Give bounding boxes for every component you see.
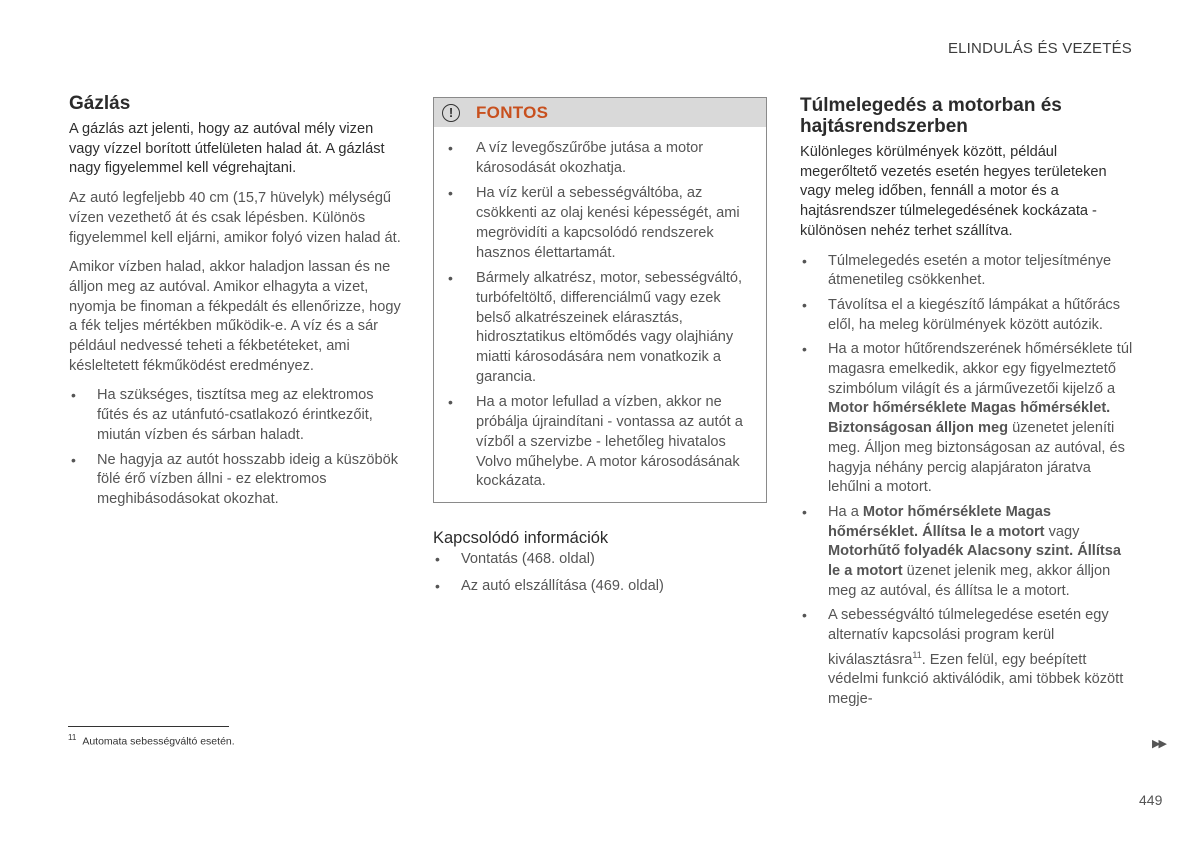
display-message: Motor hőmérséklete Magas hőmérséklet. Biztonságosan álljon meg	[828, 400, 1111, 437]
display-message: Motorhűtő folyadék Alacsony szint. Állítsa le a motort	[828, 543, 1121, 580]
list-item	[800, 503, 1133, 602]
page-number: 449	[1139, 792, 1163, 808]
gazlas-paragraph-2: Amikor vízben halad, akkor haladjon lassan és ne álljon meg az autóval. Amikor elhagyta a vizet, nyomja be finoman a fékpedált és ellenőrizze, hogy a fék teljes mértékben működik-e. A víz és a sár például nedvessé teheti a fékbetéteket, ami késleltetett fékműködést eredményez.	[69, 259, 401, 374]
gazlas-paragraph-1: Az autó legfeljebb 40 cm (15,7 hüvelyk) mélységű vízen vezethető át és csak lépésben. Különös figyelemmel kell eljárni, amikor folyó vizen halad át.	[69, 190, 401, 246]
list-item	[800, 340, 1133, 498]
gazlas-section	[69, 93, 402, 515]
related-link[interactable]: • Az autó elszállítása (469. oldal)	[433, 577, 767, 597]
display-message: Motor hőmérséklete Magas hőmérséklet. Állítsa le a motort	[828, 503, 1052, 540]
text: Ha a	[828, 503, 863, 520]
text: üzenet jelenik meg, akkor álljon meg az autóval, és állítsa le a motort.	[828, 563, 1111, 599]
overheat-bullet-list	[800, 252, 1133, 710]
footnote-divider	[68, 726, 229, 727]
footnote	[68, 733, 235, 748]
footnote-ref: 11	[912, 649, 922, 660]
list-item: • Ha a motor lefullad a vízben, akkor ne próbálja újraindítani - vontassa az autót a vízből a szervizbe - lehetőleg hivatalos Volvo műhelybe. A motor károsodásának kockázata.	[446, 393, 756, 492]
section-header: ELINDULÁS ÉS VEZETÉS	[947, 40, 1132, 57]
text: üzenetet jeleníti meg. Álljon meg biztonságosan az autóval, és hagyja néhány percig alapjáraton járatva lehűlni a motort.	[828, 420, 1125, 496]
footnote-number: 11	[68, 733, 77, 742]
related-info-title: Kapcsolódó információk	[433, 528, 609, 547]
warning-bullet-list	[446, 139, 756, 492]
list-item: • Távolítsa el a kiegészítő lámpákat a hűtőrács elől, ha meleg körülmények között autózik.	[800, 296, 1133, 335]
list-item: • Bármely alkatrész, motor, sebességváltó, turbófeltöltő, differenciálmű vagy ezek belső alkatrészeinek elárasztás, hidrosztatikus eltömődés vagy olajhiány miatti károsodására nem vonatkozik a garancia.	[446, 269, 756, 387]
list-item: • Túlmelegedés esetén a motor teljesítménye átmenetileg csökkenhet.	[800, 252, 1133, 291]
warning-title: FONTOS	[476, 102, 549, 122]
text: Ha a motor hűtőrendszerének hőmérséklete túl magasra emelkedik, akkor egy figyelmeztető szimbólum világít és a járművezetői kijelző a	[828, 341, 1133, 397]
gazlas-bullet-list	[69, 386, 402, 509]
footnote-text: Automata sebességváltó esetén.	[82, 735, 235, 748]
gazlas-lead: A gázlás azt jelenti, hogy az autóval mély vizen vagy vízzel borított útfelületen halad át. A gázlást nagy figyelemmel kell végrehajtani.	[69, 121, 385, 177]
text: vagy	[1044, 523, 1080, 540]
overheat-lead: Különleges körülmények között, például megerőltető vezetés esetén hegyes területeken vagy meleg időben, fennáll a motor és a hajtásrendszer túlmelegedésének kockázata - különösen nehéz terhet szállítva.	[800, 144, 1107, 239]
list-item: • Ne hagyja az autót hosszabb ideig a küszöbök fölé érő vízben állni - ez elektromos meghibásodásokat okozhat.	[69, 451, 402, 510]
warning-header	[434, 97, 766, 127]
warning-exclamation-icon: !	[442, 104, 460, 122]
text: A sebességváltó túlmelegedése esetén egy alternatív kapcsolási program kerül kiválasztásra	[828, 607, 1109, 668]
overheat-title: Túlmelegedés a motorban és hajtásrendszerben	[800, 95, 1062, 137]
gazlas-title: Gázlás	[69, 93, 131, 114]
overheat-section	[800, 95, 1133, 715]
warning-column	[433, 97, 767, 603]
list-item: • Ha víz kerül a sebességváltóba, az csökkenti az olaj kenési képességét, ami megrövidíti a kapcsolódó rendszerek hasznos élettartamát.	[446, 184, 756, 263]
text: . Ezen felül, egy beépített védelmi funkció aktiválódik, ami többek között megje-	[828, 651, 1124, 708]
related-info	[433, 529, 767, 596]
list-item	[800, 606, 1133, 709]
next-page-icon: ▶▶	[1152, 738, 1165, 750]
list-item: • A víz levegőszűrőbe jutása a motor károsodását okozhatja.	[446, 139, 756, 178]
list-item: • Ha szükséges, tisztítsa meg az elektromos fűtés és az utánfutó-csatlakozó érintkezőit, miután vízben és sárban haladt.	[69, 386, 402, 445]
warning-box	[433, 97, 767, 503]
related-link[interactable]: • Vontatás (468. oldal)	[433, 550, 767, 570]
